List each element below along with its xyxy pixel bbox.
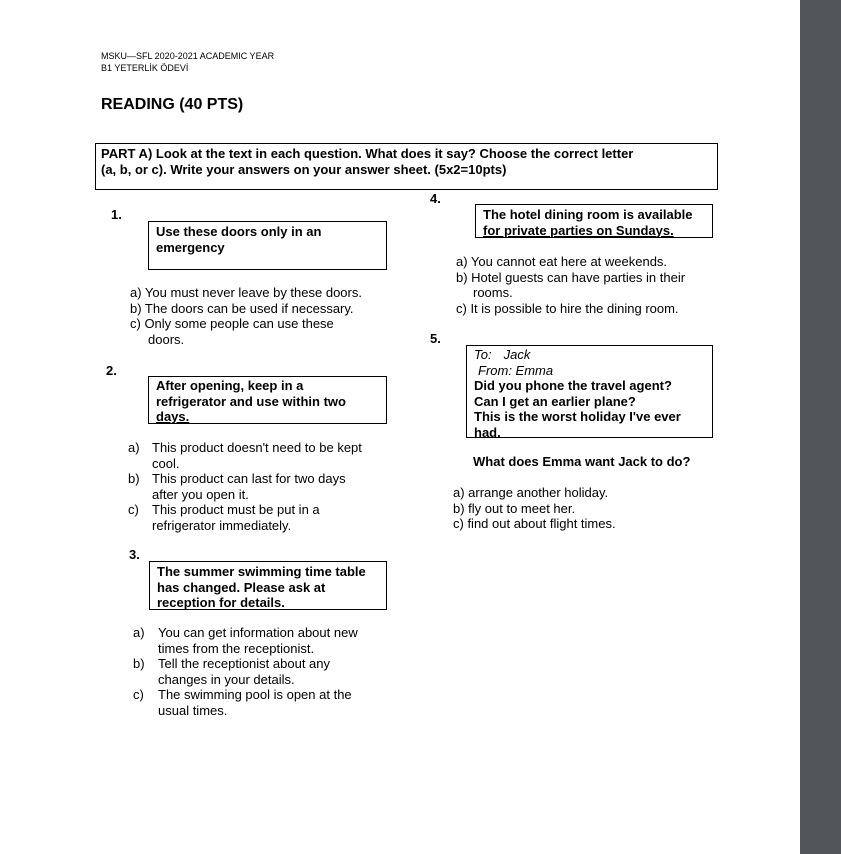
section-title: READING (40 PTS) — [101, 96, 244, 113]
option-text — [152, 471, 346, 502]
question-4-notice — [475, 204, 713, 238]
notice-line: refrigerator and use within two — [156, 393, 346, 409]
option-letter: c) — [128, 502, 139, 517]
question-1-number: 1. — [111, 207, 122, 222]
option-letter: c) — [133, 687, 144, 702]
option-letter: a) — [128, 440, 140, 455]
notice-line: days. — [156, 409, 190, 424]
question-1-notice — [148, 221, 387, 270]
option-a: a) You cannot eat here at weekends. — [456, 254, 668, 269]
message-line: had. — [474, 424, 501, 440]
message-line: Can I get an earlier plane? — [474, 393, 636, 409]
option-letter: b) — [133, 656, 145, 671]
option-line: The swimming pool is open at the — [158, 687, 352, 702]
option-line: Tell the receptionist about any — [158, 656, 330, 671]
viewer-background — [800, 0, 841, 854]
option-c: c) find out about flight times. — [453, 516, 616, 531]
instructions-line-1: PART A) Look at the text in each question. What does it say? Choose the correct letter — [101, 146, 634, 161]
option-c-cont: doors. — [148, 331, 185, 347]
message-line: This is the worst holiday I've ever — [474, 409, 681, 424]
notice-line: The hotel dining room is available — [483, 207, 693, 222]
option-c — [128, 502, 362, 533]
option-line: times from the receptionist. — [158, 640, 315, 656]
option-c: c) It is possible to hire the dining room. — [456, 300, 679, 316]
option-line: This product can last for two days — [152, 471, 346, 486]
option-text — [152, 502, 320, 533]
question-5-message — [466, 345, 713, 438]
option-letter: a) — [133, 625, 145, 640]
message-line: Did you phone the travel agent? — [474, 378, 672, 393]
question-3-number: 3. — [129, 547, 140, 562]
option-a: a) arrange another holiday. — [453, 485, 609, 500]
option-c: c) Only some people can use these — [130, 316, 334, 331]
instructions-box — [95, 143, 718, 190]
option-line: changes in your details. — [158, 671, 295, 687]
message-to — [474, 347, 705, 363]
notice-line: The summer swimming time table — [157, 564, 366, 579]
option-b — [133, 656, 358, 687]
option-text — [152, 440, 362, 471]
option-c — [133, 687, 358, 718]
option-line: usual times. — [158, 702, 228, 718]
question-2-notice — [148, 376, 387, 424]
header-line-1: MSKU—SFL 2020-2021 ACADEMIC YEAR — [101, 51, 275, 61]
option-line: cool. — [152, 455, 180, 471]
option-text — [158, 625, 358, 656]
option-text — [158, 656, 330, 687]
option-a: a) You must never leave by these doors. — [130, 285, 362, 300]
header-line-2: B1 YETERLİK ÖDEVİ — [101, 63, 189, 73]
to-name: Jack — [503, 347, 531, 362]
option-b — [128, 471, 362, 502]
notice-line: reception for details. — [157, 595, 285, 610]
question-5-options — [453, 485, 616, 532]
question-4-number: 4. — [430, 191, 441, 206]
notice-line: has changed. Please ask at — [157, 579, 326, 595]
notice-line: After opening, keep in a — [156, 378, 304, 393]
question-5-number: 5. — [430, 331, 441, 346]
question-1-options — [130, 285, 362, 347]
option-b: b) The doors can be used if necessary. — [130, 300, 354, 316]
option-line: refrigerator immediately. — [152, 517, 292, 533]
to-label: To: — [474, 347, 492, 362]
option-line: You can get information about new — [158, 625, 358, 640]
option-line: after you open it. — [152, 486, 249, 502]
question-4-options — [456, 254, 685, 316]
option-b: b) fly out to meet her. — [453, 500, 576, 516]
notice-line: emergency — [156, 239, 225, 255]
question-3-options — [133, 625, 358, 718]
question-2-number: 2. — [106, 363, 117, 378]
option-line: This product doesn't need to be kept — [152, 440, 362, 455]
question-3-notice — [149, 561, 387, 610]
option-line: This product must be put in a — [152, 502, 320, 517]
option-text — [158, 687, 352, 718]
option-letter: b) — [128, 471, 140, 486]
option-b: b) Hotel guests can have parties in their — [456, 269, 686, 285]
question-5-prompt: What does Emma want Jack to do? — [473, 454, 691, 469]
option-a — [133, 625, 358, 656]
notice-line: Use these doors only in an — [156, 224, 322, 239]
notice-line: for private parties on Sundays. — [483, 222, 674, 238]
instructions-line-2: (a, b, or c). Write your answers on your answer sheet. (5x2=10pts) — [101, 161, 507, 177]
message-from: From: Emma — [478, 362, 554, 378]
question-2-options — [128, 440, 362, 533]
doc-header — [101, 50, 274, 74]
option-a — [128, 440, 362, 471]
option-b-cont: rooms. — [473, 285, 513, 300]
